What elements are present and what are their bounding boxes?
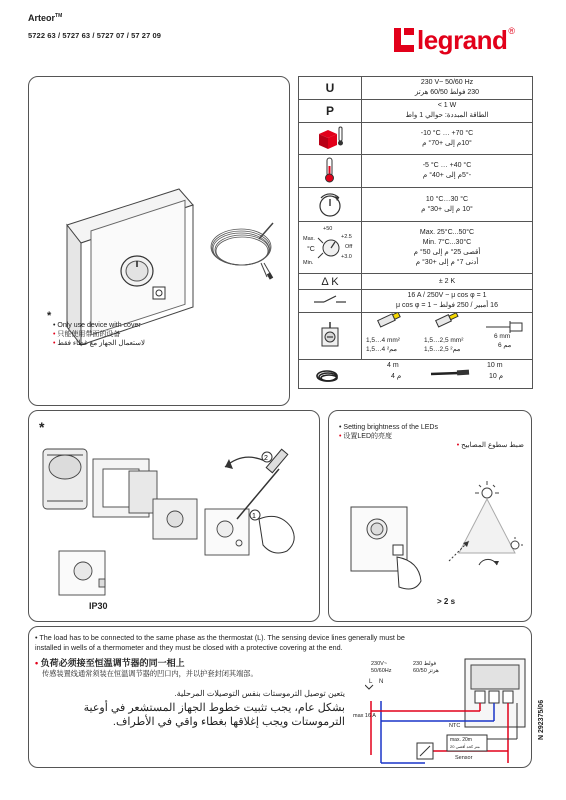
dial-icon <box>315 190 345 218</box>
coil-icon <box>317 371 337 381</box>
spec-row-storage-temp: -10 °C … +70 °C 10°م إلى +70° م <box>299 123 533 155</box>
legrand-wordmark: legrand <box>417 24 508 55</box>
installation-panel <box>28 410 320 622</box>
wiring-diagram: 230V~ 50/60Hz 230 فولط 60/50 هرتز L N max 16 A NTC max. 20m 20 متر كحد أقصى Sensor <box>365 655 531 767</box>
product-codes: 5722 63 / 5727 63 / 5727 07 / 57 27 09 <box>28 31 162 40</box>
install-star: * <box>39 419 45 435</box>
spec-row-operating-temp: -5 °C … +40 °C -5°م إلى +40° م <box>299 155 533 188</box>
document-code: N 292375/06 <box>538 699 545 740</box>
thermometer-icon <box>315 156 345 184</box>
device-panel <box>28 76 290 406</box>
hold-duration: > 2 s <box>437 597 456 606</box>
legrand-logo-mark <box>394 28 414 52</box>
step-2-label: 2 <box>264 455 268 462</box>
strip-length-icon <box>486 321 522 333</box>
legrand-logo <box>394 26 515 54</box>
switch-contact-icon <box>310 294 350 306</box>
wiring-instruction-cn: • 负荷必须接至恒温调节器的同一相上 传感装置线通常须装在恒温调节器的凹口内，并以护套封闭其端部。 <box>35 658 258 678</box>
spec-row-cable: 4 m 4 م 10 m 10 م <box>299 360 533 389</box>
thermostat-illustration <box>29 77 289 405</box>
product-title: Arteor™ <box>28 13 63 23</box>
terminal-screw-icon <box>317 320 343 350</box>
wiring-instruction-ar: يتعين توصيل الترموستات بنفس التوصيلات المرحلية. بشكل عام، يجب تثبيت خطوط الجهاز المستشعر في أوعية الترموستات ويجب إغلاقها بغطاء واقي في الأطراف. <box>83 689 345 728</box>
spec-row-load: 16 A / 250V ~ μ cos φ = 1 16 أمبير / 250 فولط ~ μ cos φ = 1 <box>299 290 533 313</box>
storage-temperature-icon <box>315 125 345 151</box>
ip-rating: IP30 <box>89 601 108 611</box>
spec-row-differential: Δ K ± 2 K <box>299 274 533 290</box>
spec-row-voltage: U 230 V~ 50/60 Hz 230 فولط 60/50 هرتز <box>299 77 533 100</box>
wiring-instruction-en: • The load has to be connected to the same phase as the thermostat (L). The sensing device lines generally must be installed in wells of a thermometer and they must be closed with a protective covering at the end. <box>35 633 405 652</box>
max-min-knob-diagram: Max. Min. °C +50 +2.5 Off +3.0 <box>301 224 359 272</box>
spec-row-wiring: 1,5…4 mm² 1,5…4 مم² 1,5…2,5 mm² 1,5…2,5 مم² 6 mm 6 مم <box>299 313 533 360</box>
installation-illustration <box>29 411 319 621</box>
knob-icon <box>301 224 359 272</box>
registered-mark: ® <box>508 26 516 36</box>
cover-note: * • Only use device with cover • 只能使用带面的设备 لاستعمال الجهاز مع غطاء فقط • <box>47 310 145 347</box>
spec-row-setting-range: 10 °C…30 °C 10° م إلى +30° م <box>299 188 533 222</box>
spec-row-power: P < 1 W الطاقة المبددة: حوالي 1 واط <box>299 100 533 123</box>
spec-row-max-min: Max. Min. °C +50 +2.5 Off +3.0 Max. 25°C...50°C Min. 7°C...30°C أقصى 25° م إلى 50° م أدنى 7° م إلى +30° م <box>299 222 533 274</box>
led-panel <box>328 410 532 622</box>
sensor-probe-icon <box>431 370 469 376</box>
step-1-label: 1 <box>252 513 256 520</box>
wiring-panel <box>28 626 532 768</box>
led-instructions: • Setting brightness of the LEDs • 设置LED的亮度 ضبط سطوع المصابيح • <box>339 424 524 449</box>
spec-table <box>298 76 533 389</box>
